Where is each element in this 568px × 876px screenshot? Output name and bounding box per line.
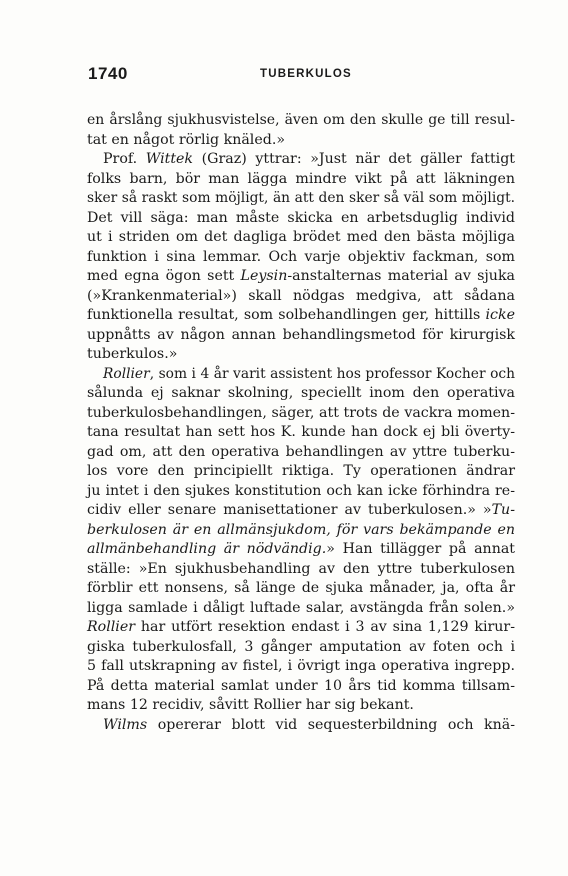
- text-line: [87, 345, 515, 365]
- text-run: -anstalternas material av sjuka: [287, 268, 515, 284]
- text-run: Prof.: [103, 151, 146, 167]
- text-line: [87, 618, 515, 638]
- italic-text: Rollier: [87, 619, 136, 635]
- italic-text: Wilms: [103, 716, 148, 733]
- text-run: sålunda ej saknar skolning, speciellt inom den operativa: [87, 385, 515, 401]
- text-line: [87, 501, 515, 521]
- text-line: [87, 443, 515, 463]
- text-line: [87, 365, 515, 385]
- text-run: mans 12 recidiv, såvitt Rollier har sig bekant.: [87, 697, 414, 713]
- text-run: Det vill säga: man måste skicka en arbetsduglig individ: [87, 209, 515, 226]
- text-run: förblir ett nonsens, så länge de sjuka månader, ja, ofta år: [87, 580, 515, 596]
- text-line: [87, 482, 515, 502]
- italic-text: icke: [485, 307, 515, 323]
- text-run: los vore den principiellt riktiga. Ty operationen ändrar: [87, 463, 515, 479]
- text-run: med egna ögon sett: [87, 268, 241, 284]
- text-run: en årslång sjukhusvistelse, även om den skulle ge till resul-: [87, 112, 515, 128]
- text-run: ställe: »En sjukhusbehandling av den yttre tuberkulosen: [87, 560, 515, 577]
- text-line: [87, 560, 515, 580]
- text-line: [87, 404, 515, 424]
- text-run: folks barn, bör man lägga mindre vikt på att läkningen: [87, 170, 515, 187]
- text-line: [87, 423, 515, 443]
- text-line: [87, 677, 515, 697]
- text-line: [87, 306, 515, 326]
- text-line: [87, 287, 515, 307]
- text-line: [87, 248, 515, 268]
- text-line: [87, 657, 515, 677]
- text-line: [87, 131, 515, 151]
- text-run: (Graz) yttrar: »Just när det gäller fattigt: [193, 151, 515, 167]
- text-line: [87, 462, 515, 482]
- text-run: tuberkulos.»: [87, 346, 178, 362]
- text-line: [87, 384, 515, 404]
- text-run: ligga samlade i dåligt luftade salar, avstängda från solen.»: [87, 599, 515, 616]
- italic-text: berkulosen är en allmänsjukdom, för vars bekämpande en: [87, 521, 515, 538]
- text-run: 5 fall utskrapning av fistel, i övrigt inga operativa ingrepp.: [87, 658, 515, 674]
- text-run: (»Krankenmaterial») skall nödgas medgiva, att sådana: [87, 287, 515, 304]
- text-line: [87, 540, 515, 560]
- text-run: uppnåtts av någon annan behandlingsmetod för kirurgisk: [87, 326, 515, 343]
- text-run: ut i striden om det dagliga brödet med den bästa möjliga: [87, 229, 515, 245]
- text-run: har utfört resektion endast i 3 av sina 1,129 kirur-: [135, 619, 515, 635]
- text-run: giska tuberkulosfall, 3 gånger amputation av foten och i: [87, 638, 515, 655]
- italic-text: allmänbehandling är nödvändig.: [87, 541, 327, 557]
- text-line: [87, 638, 515, 658]
- text-line: [87, 579, 515, 599]
- text-line: [87, 170, 515, 190]
- text-run: ju intet i den sjukes konstitution och kan icke förhindra re-: [87, 482, 515, 499]
- text-run: funktionella resultat, som solbehandlingen ger, hittills: [87, 307, 486, 323]
- text-run: tana resultat han sett hos K. kunde han dock ej bli överty-: [87, 424, 515, 440]
- body-text: [87, 111, 515, 735]
- italic-text: Tu-: [491, 502, 515, 518]
- text-run: tat en något rörlig knäled.»: [87, 131, 286, 148]
- text-line: [87, 716, 515, 736]
- text-line: [87, 150, 515, 170]
- text-run: cidiv eller senare manisettationer av tuberkulosen.» »: [87, 502, 492, 518]
- italic-text: Leysin: [240, 268, 288, 284]
- text-line: [87, 228, 515, 248]
- text-line: [87, 696, 515, 716]
- text-run: opererar blott vid sequesterbildning och knä-: [147, 716, 515, 733]
- text-line: [87, 209, 515, 229]
- running-title: TUBERKULOS: [260, 68, 352, 80]
- text-run: funktion i sina lemmar. Och varje objektiv fackman, som: [87, 248, 515, 265]
- page-header: [88, 64, 520, 90]
- text-run: , som i 4 år varit assistent hos professor Kocher och: [149, 365, 515, 382]
- text-line: [87, 189, 515, 209]
- text-run: tuberkulosbehandlingen, säger, att trots de vackra momen-: [87, 404, 515, 421]
- text-line: [87, 111, 515, 131]
- text-run: » Han tillägger på annat: [326, 541, 515, 557]
- text-line: [87, 267, 515, 287]
- text-run: gad om, att den operativa behandlingen av yttre tuberku-: [87, 443, 515, 460]
- text-run: sker så raskt som möjligt, än att den sker så väl som möjligt.: [87, 190, 515, 206]
- text-run: På detta material samlat under 10 års tid komma tillsam-: [87, 677, 515, 694]
- italic-text: Rollier: [103, 365, 150, 382]
- page-number: 1740: [88, 64, 128, 83]
- text-line: [87, 521, 515, 541]
- italic-text: Wittek: [145, 151, 194, 167]
- text-line: [87, 326, 515, 346]
- text-line: [87, 599, 515, 619]
